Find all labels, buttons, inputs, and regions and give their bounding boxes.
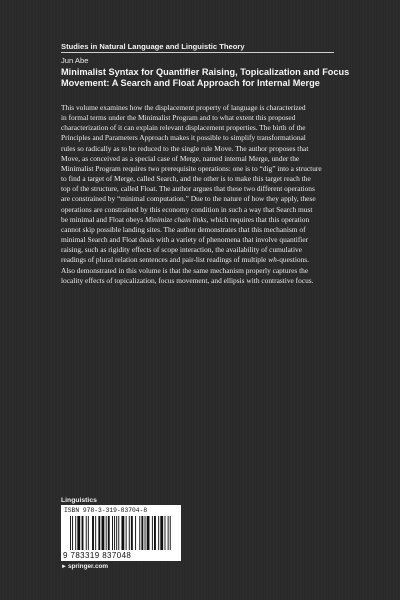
- publisher-url: springer.com: [67, 563, 109, 570]
- description-line: Minimalist Program requires two prerequisite operations: one is to “dig” into a structure: [61, 163, 322, 173]
- series-divider: [61, 52, 334, 53]
- publisher-link[interactable]: [61, 563, 108, 570]
- barcode-bar: [98, 516, 100, 550]
- barcode-bar: [135, 516, 136, 550]
- barcode-bar: [118, 516, 119, 550]
- barcode-bar: [106, 516, 107, 550]
- barcode-bar: [86, 516, 87, 550]
- description-line: operations are constrained by this economy condition in such a way that Search must: [61, 204, 313, 214]
- description-line: are constrained by “minimal computation.” Due to the nature of how they apply, these: [61, 194, 316, 204]
- description-line: readings of plural relation sentences and pair-list readings of multiple wh-questions.: [61, 255, 309, 265]
- barcode-panel: [61, 505, 181, 561]
- barcode-digits: 9 783319 837048: [63, 551, 132, 560]
- barcode-bar: [147, 516, 150, 550]
- barcode-bar: [160, 516, 163, 550]
- barcode-bar: [82, 516, 84, 550]
- series-title: Studies in Natural Language and Linguistic Theory: [61, 42, 245, 51]
- barcode-bar: [95, 516, 96, 550]
- barcode-bar: [88, 516, 89, 550]
- description-line: cannot skip possible landing sites. The author demonstrates that this mechanism of: [61, 224, 306, 234]
- description-line: characterization of it can explain relevant displacement properties. The birth of the: [61, 123, 306, 133]
- book-description: [61, 103, 344, 286]
- barcode-bar: [170, 516, 171, 550]
- description-line: This volume examines how the displacement property of language is characterized: [61, 103, 306, 112]
- barcode-bar: [165, 516, 166, 550]
- description-line: Move, as conceived as a special case of Merge, named internal Merge, under the: [61, 153, 300, 163]
- book-title: [61, 67, 351, 89]
- arrow-icon: ►: [61, 564, 67, 570]
- description-line: Principles and Parameters Approach makes it possible to simplify transformational: [61, 133, 306, 143]
- description-line: Also demonstrated in this volume is that the same mechanism properly captures the: [61, 265, 309, 275]
- barcode-bar: [102, 516, 105, 550]
- barcode-bar: [152, 516, 153, 550]
- barcode-bar: [72, 516, 73, 550]
- barcode-bar: [131, 516, 133, 550]
- barcode-bar: [139, 516, 140, 550]
- barcode-bar: [121, 516, 124, 550]
- description-line: rules so radically as to be reduced to the single rule Move. The author proposes that: [61, 143, 309, 153]
- barcode-icon: [70, 516, 172, 550]
- barcode-bar: [116, 516, 117, 550]
- description-line: to find a target of Merge, called Search, and the other is to make this target reach the: [61, 174, 311, 184]
- barcode-bar: [114, 516, 115, 550]
- barcode-bar: [158, 516, 159, 550]
- description-line: be minimal and Float obeys Minimize chain links, which requires that this operation: [61, 214, 310, 224]
- book-title-line: Movement: A Search and Float Approach for Internal Merge: [61, 78, 320, 89]
- author-name: Jun Abe: [61, 56, 89, 65]
- barcode-bar: [70, 516, 71, 550]
- description-line: top of the structure, called Float. The author argues that these two different operations: [61, 184, 315, 194]
- description-line: in formal terms under the Minimalist Program and to what extent this proposed: [61, 113, 296, 123]
- subject-category: Linguistics: [61, 497, 97, 504]
- barcode-bar: [92, 516, 94, 550]
- barcode-bar: [141, 516, 143, 550]
- barcode-bar: [145, 516, 146, 550]
- book-title-line: Minimalist Syntax for Quantifier Raising, Topicalization and Focus: [61, 67, 350, 77]
- barcode-bar: [168, 516, 169, 550]
- barcode-bar: [75, 516, 76, 550]
- isbn-label: ISBN 978-3-319-83704-8: [64, 507, 148, 514]
- barcode-bar: [126, 516, 127, 550]
- barcode-bar: [77, 516, 80, 550]
- barcode-bar: [129, 516, 130, 550]
- description-line: locality effects of topicalization, focus movement, and ellipsis with contrastive focus.: [61, 275, 314, 285]
- barcode-bar: [154, 516, 156, 550]
- description-line: raising, such as rigidity effects of scope interaction, the availability of cumulative: [61, 245, 303, 255]
- description-line: minimal Search and Float deals with a variety of phenomena that involve quantifier: [61, 235, 309, 245]
- barcode-bar: [108, 516, 110, 550]
- barcode-bar: [112, 516, 113, 550]
